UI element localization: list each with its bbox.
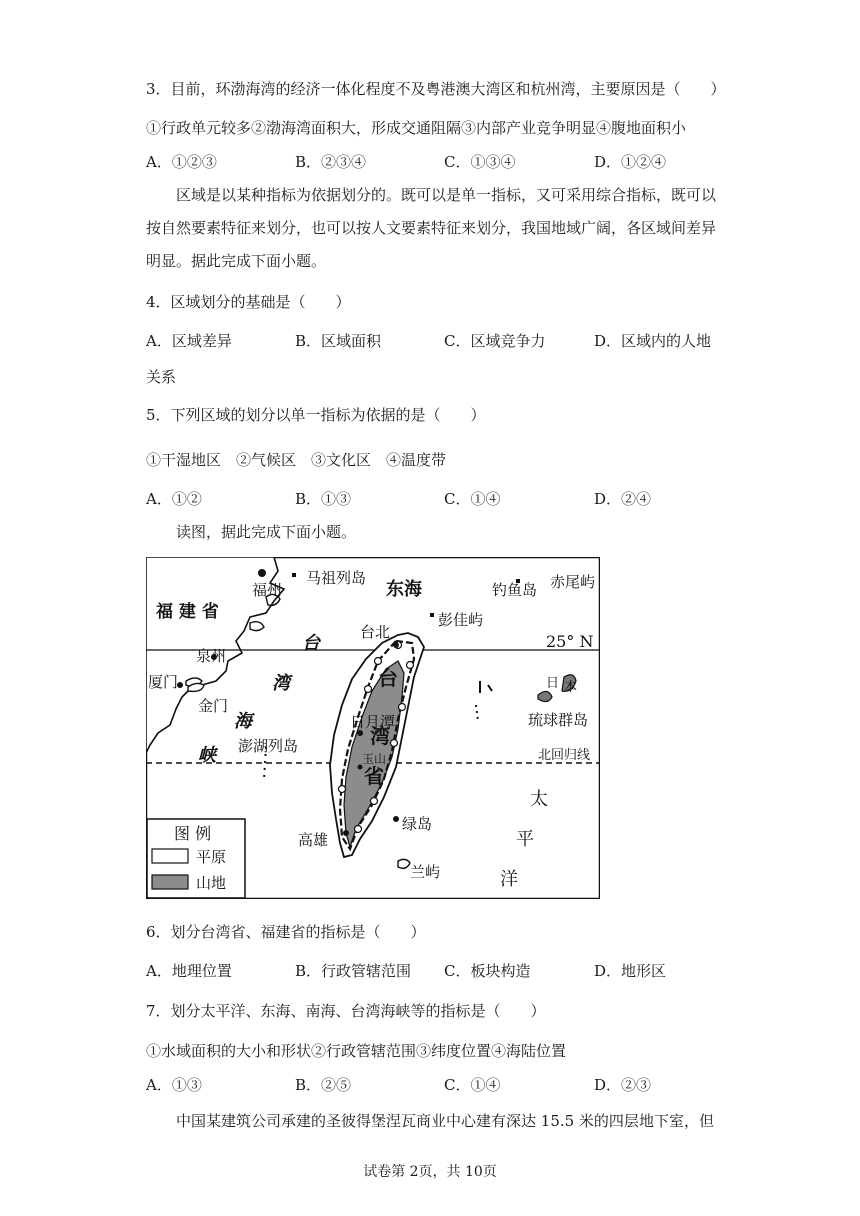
question-3-option-b: B．②③④	[295, 153, 367, 171]
label-pengjia: 彭佳屿	[438, 611, 484, 629]
question-4-option-d-continuation: 关系	[146, 368, 177, 386]
label-strait-hai: 海	[234, 711, 252, 732]
question-3-items: ①行政单元较多②渤海湾面积大，形成交通阻隔③内部产业竞争明显④腹地面积小	[146, 119, 687, 137]
label-ri: 日	[546, 676, 560, 691]
taiwan-strait-map	[146, 557, 600, 899]
question-3-option-a: A．①②③	[146, 153, 217, 171]
pengjia-island	[430, 613, 434, 617]
label-yushan: 玉山	[362, 752, 387, 766]
question-4-option-a: A．区域差异	[146, 332, 232, 350]
question-6-option-c: C．板块构造	[444, 962, 531, 980]
label-jinmen: 金门	[198, 697, 229, 715]
legend-mountain-swatch	[152, 875, 188, 889]
taibei-dot	[393, 642, 399, 648]
question-6-option-a: A．地理位置	[146, 962, 232, 980]
label-donghai: 东海	[386, 579, 422, 600]
legend-title: 图 例	[174, 824, 212, 843]
label-lvdao: 绿岛	[402, 815, 433, 833]
label-pacific-ping: 平	[516, 829, 534, 850]
label-penghu: 澎湖列岛	[238, 737, 299, 755]
map-legend	[147, 819, 245, 898]
label-quanzhou: 泉州	[196, 647, 227, 665]
rail-station-3	[365, 686, 372, 693]
label-xiamen: 厦门	[148, 673, 179, 691]
question-5-option-c: C．①④	[444, 490, 501, 508]
question-4-option-c: C．区域竞争力	[444, 332, 546, 350]
question-3-option-d: D．①②④	[594, 153, 667, 171]
rail-station-7	[371, 798, 378, 805]
rail-station-6	[391, 740, 398, 747]
rail-station-8	[355, 826, 362, 833]
question-3-option-c: C．①③④	[444, 153, 516, 171]
label-gaoxiong: 高雄	[298, 831, 329, 849]
label-lanyu: 兰屿	[410, 863, 441, 881]
question-6-option-b: B．行政管辖范围	[295, 962, 412, 980]
gaoxiong-dot	[343, 830, 349, 836]
label-taibei: 台北	[360, 623, 391, 641]
question-6-stem: 6．划分台湾省、福建省的指标是（ ）	[146, 923, 426, 941]
label-25n: 25° N	[546, 632, 594, 651]
question-7-option-a: A．①③	[146, 1076, 202, 1094]
label-taiwan-sheng: 省	[364, 764, 384, 788]
material-2: 读图，据此完成下面小题。	[176, 523, 357, 541]
question-3-stem: 3．目前，环渤海湾的经济一体化程度不及粤港澳大湾区和杭州湾，主要原因是（ ）	[146, 80, 726, 98]
page-footer: 试卷第 2页，共 10页	[363, 1164, 497, 1180]
label-chiwei: 赤尾屿	[550, 573, 596, 591]
question-5-items: ①干湿地区 ②气候区 ③文化区 ④温度带	[146, 451, 447, 469]
ryukyu-islet-2	[538, 691, 552, 701]
question-5-option-b: B．①③	[295, 490, 352, 508]
label-mazu: 马祖列岛	[306, 569, 367, 587]
label-taiwan-wan: 湾	[370, 724, 390, 748]
fuzhou-dot	[258, 569, 266, 577]
rail-station-2	[375, 658, 382, 665]
legend-mountain-label: 山地	[196, 874, 227, 892]
legend-plain-label: 平原	[196, 848, 227, 866]
question-7-items: ①水域面积的大小和形状②行政管辖范围③纬度位置④海陆位置	[146, 1042, 567, 1060]
label-fujian: 福 建 省	[156, 602, 219, 622]
label-ben: 本	[564, 680, 578, 695]
question-4-stem: 4．区域划分的基础是（ ）	[146, 293, 351, 311]
question-7-option-b: B．②⑤	[295, 1076, 352, 1094]
mazu-island	[292, 573, 296, 577]
legend-plain-swatch	[152, 849, 188, 863]
rail-station-4	[407, 662, 414, 669]
rail-station-5	[399, 704, 406, 711]
label-pacific-yang: 洋	[500, 869, 518, 890]
material-1-line-3: 明显。据此完成下面小题。	[146, 252, 327, 270]
question-7-stem: 7．划分太平洋、东海、南海、台湾海峡等的指标是（ ）	[146, 1002, 546, 1020]
label-tropic: 北回归线	[538, 748, 591, 763]
question-5-option-a: A．①②	[146, 490, 202, 508]
question-4-option-d: D．区域内的人地	[594, 332, 712, 350]
question-7-option-c: C．①④	[444, 1076, 501, 1094]
label-strait-wan: 湾	[272, 673, 290, 694]
material-1-line-2: 按自然要素特征来划分，也可以按人文要素特征来划分，我国地域广阔，各区域间差异	[146, 219, 717, 237]
label-strait-xia: 峡	[198, 745, 216, 766]
question-5-option-d: D．②④	[594, 490, 652, 508]
question-7-option-d: D．②③	[594, 1076, 652, 1094]
lvdao-island	[393, 816, 399, 822]
question-6-option-d: D．地形区	[594, 962, 667, 980]
material-1-line-1: 区域是以某种指标为依据划分的。既可以是单一指标，又可采用综合指标，既可以	[176, 186, 717, 204]
label-strait-tai: 台	[302, 633, 320, 654]
label-ryukyu: 琉球群岛	[528, 711, 589, 729]
material-3-line-1: 中国某建筑公司承建的圣彼得堡涅瓦商业中心建有深达 15.5 米的四层地下室，但	[176, 1112, 714, 1130]
rail-station-9	[339, 786, 346, 793]
question-4-option-b: B．区域面积	[295, 332, 382, 350]
label-riyuetan: 日月潭	[350, 713, 396, 731]
question-5-stem: 5．下列区域的划分以单一指标为依据的是（ ）	[146, 406, 486, 424]
label-diaoyu: 钓鱼岛	[492, 581, 538, 599]
label-pacific-tai: 太	[530, 789, 548, 810]
label-fuzhou: 福州	[252, 581, 283, 599]
label-taiwan-tai: 台	[378, 666, 398, 690]
